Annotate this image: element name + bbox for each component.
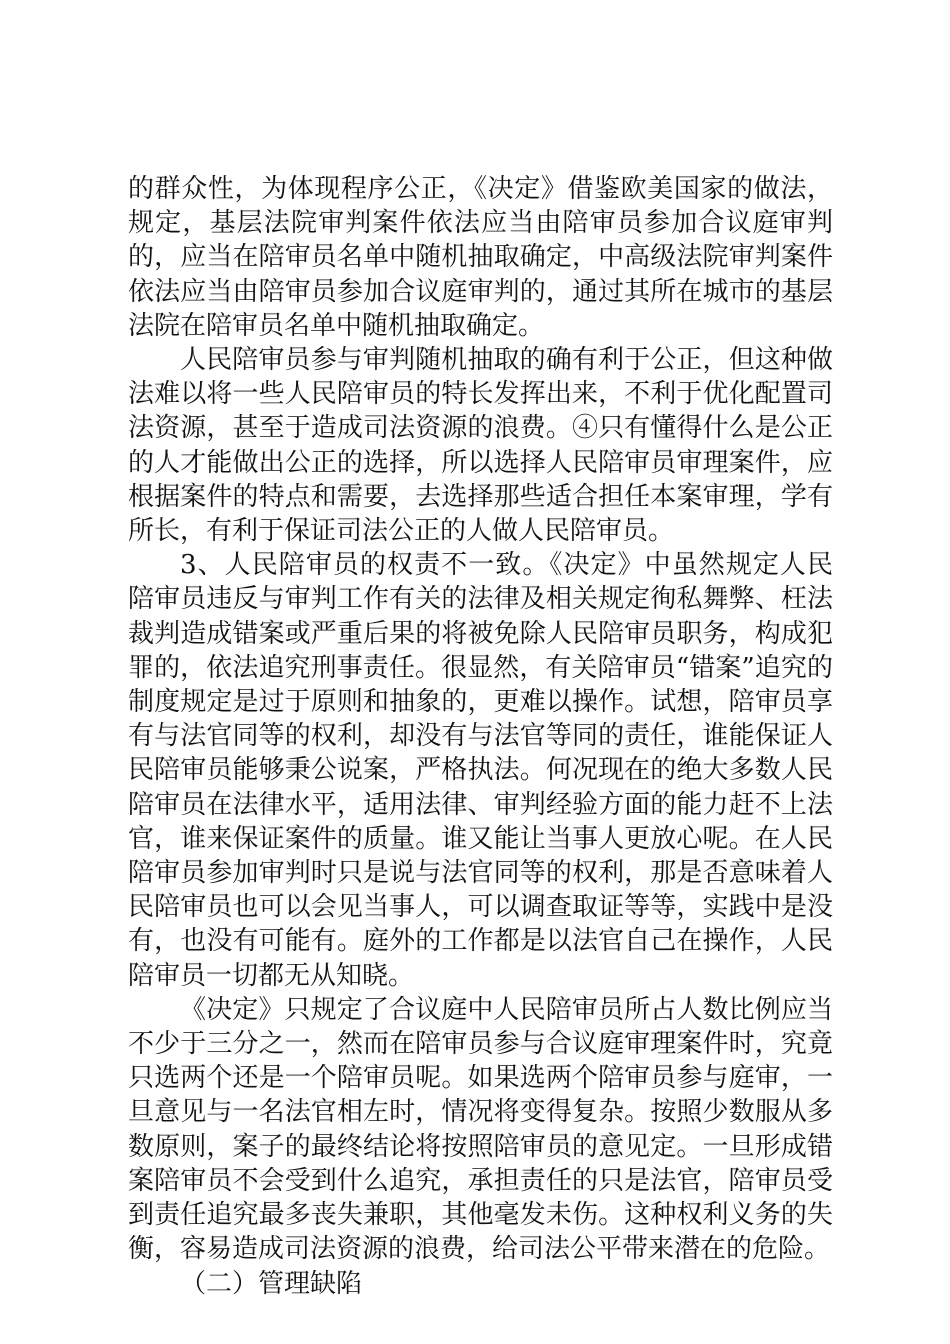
paragraph-4: 《决定》只规定了合议庭中人民陪审员所占人数比例应当不少于三分之一，然而在陪审员参与合议庭审理案件时，究竟只选两个还是一个陪审员呢。如果选两个陪审员参与庭审，一旦意见与一名法官相左时，情况将变得复杂。按照少数服从多数原则，案子的最终结论将按照陪审员的意见定。一旦形成错案陪审员不会受到什么追究，承担责任的只是法官，陪审员受到责任追究最多丧失兼职，其他毫发未伤。这种权利义务的失衡，容易造成司法资源的浪费，给司法公平带来潜在的危险。 xyxy=(128,994,833,1265)
paragraph-2: 人民陪审员参与审判随机抽取的确有利于公正，但这种做法难以将一些人民陪审员的特长发挥出来，不利于优化配置司法资源，甚至于造成司法资源的浪费。④只有懂得什么是公正的人才能做出公正的选择，所以选择人民陪审员审理案件，应根据案件的特点和需要，去选择那些适合担任本案审理，学有所长，有利于保证司法公正的人做人民陪审员。 xyxy=(128,345,833,547)
section-heading: （二）管理缺陷 xyxy=(180,1268,363,1299)
paragraph-1: 的群众性，为体现程序公正，《决定》借鉴欧美国家的做法，规定，基层法院审判案件依法应当由陪审员参加合议庭审判的，应当在陪审员名单中随机抽取确定，中高级法院审判案件依法应当由陪审员参加合议庭审判的，通过其所在城市的基层法院在陪审员名单中随机抽取确定。 xyxy=(128,174,833,341)
paragraph-3: 3、人民陪审员的权责不一致。《决定》中虽然规定人民陪审员违反与审判工作有关的法律及相关规定徇私舞弊、枉法裁判造成错案或严重后果的将被免除人民陪审员职务，构成犯罪的，依法追究刑事责任。很显然，有关陪审员“错案”追究的制度规定是过于原则和抽象的，更难以操作。试想，陪审员享有与法官同等的权利，却没有与法官等同的责任，谁能保证人民陪审员能够秉公说案，严格执法。何况现在的绝大多数人民陪审员在法律水平，适用法律、审判经验方面的能力赶不上法官，谁来保证案件的质量。谁又能让当事人更放心呢。在人民陪审员参加审判时只是说与法官同等的权利，那是否意味着人民陪审员也可以会见当事人，可以调查取证等等，实践中是没有，也没有可能有。庭外的工作都是以法官自己在操作，人民陪审员一切都无从知晓。 xyxy=(128,550,833,991)
document-body xyxy=(128,172,833,1301)
